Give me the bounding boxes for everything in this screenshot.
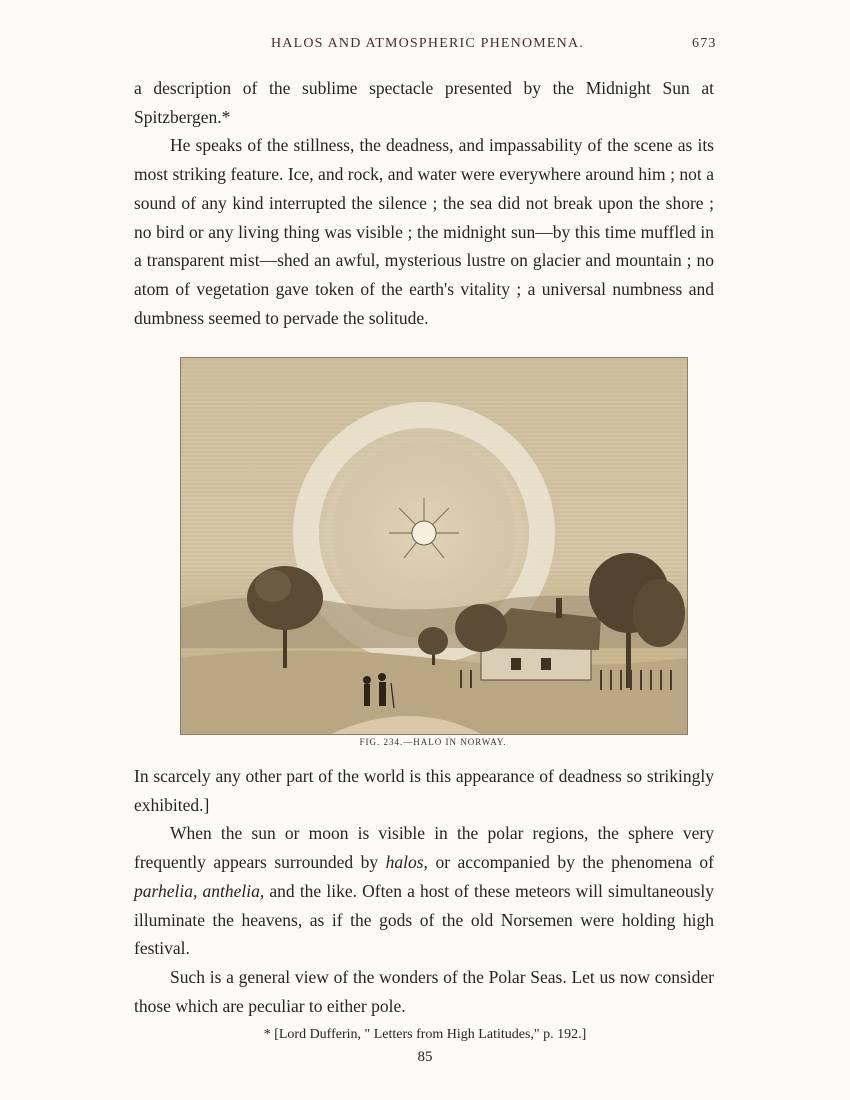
figure-caption: FIG. 234.—HALO IN NORWAY. — [359, 737, 507, 747]
running-head — [0, 36, 850, 56]
paragraph-continuation: a description of the sublime spectacle presented by the Midnight Sun at Spitzbergen.* — [134, 78, 714, 127]
text-span: and the like. Often a host of these meteors will simultaneously illuminate the heavens, as if the gods of the old Norsemen were holding high festival. — [134, 880, 715, 959]
term-halos: halos, — [385, 852, 428, 873]
body-text-top — [134, 74, 714, 332]
footnote: * [Lord Dufferin, " Letters from High Latitudes," p. 192.] — [263, 1027, 587, 1042]
text-span: or accompanied by the phenomena of — [427, 852, 714, 873]
text-span: When the sun or moon is visible in the polar regions, the sphere very frequently appears surrounded by — [134, 823, 714, 873]
sun — [412, 521, 436, 545]
body-text-bottom — [134, 762, 714, 1020]
folio-number: 85 — [417, 1049, 433, 1065]
paragraph-polar-seas: Such is a general view of the wonders of the Polar Seas. Let us now consider those which are peculiar to either pole. — [134, 966, 714, 1016]
paragraph-halos — [134, 819, 714, 963]
term-anthelia: anthelia, — [202, 880, 265, 901]
paragraph-stillness: He speaks of the stillness, the deadness, and impassability of the scene as its most striking feature. Ice, and rock, and water were everywhere around him ; not a sound of any kind interrupted the silence ; the sea did not break upon the shore ; no bird or any living thing was visible ; the midnight sun—by this time muffled in a transparent mist—shed an awful, mysterious lustre on glacier and mountain ; no atom of vegetation gave token of the earth's vitality ; a universal numbness and dumbness seemed to pervade the solitude. — [134, 135, 714, 328]
paragraph-deadness: In scarcely any other part of the world is this appearance of deadness so strikingly exhibited.] — [134, 766, 714, 815]
running-title: HALOS AND ATMOSPHERIC PHENOMENA. — [271, 36, 584, 51]
halo-engraving — [181, 358, 687, 734]
term-parhelia: parhelia, — [134, 880, 198, 901]
halo-illustration — [180, 357, 688, 735]
page-number: 673 — [692, 36, 717, 51]
